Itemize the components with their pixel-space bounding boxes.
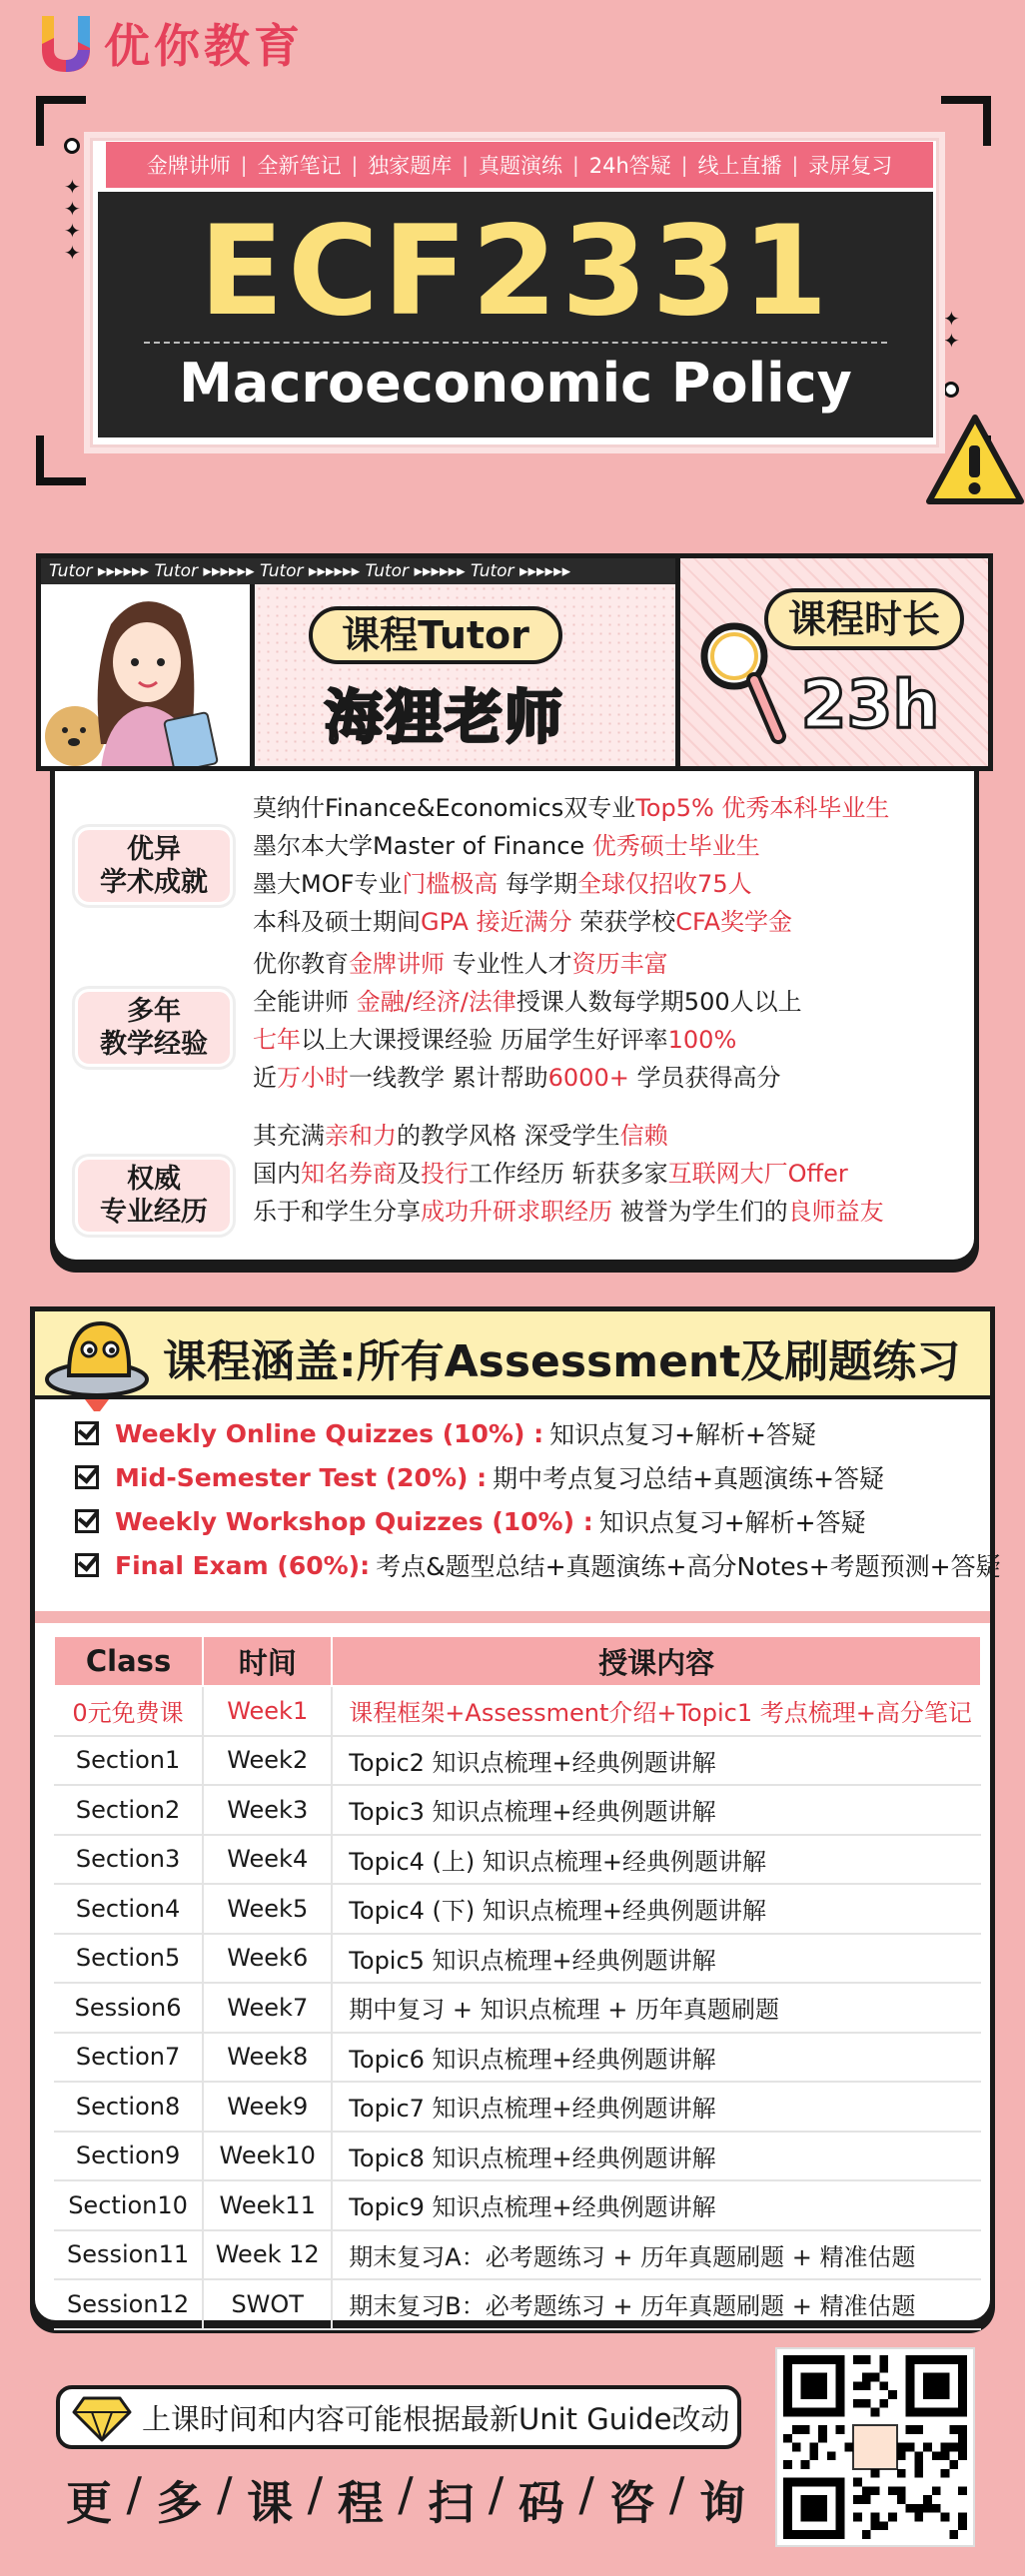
class-cell: Section5 (54, 1934, 203, 1984)
class-cell: Session6 (54, 1983, 203, 2033)
assessment-name: Weekly Online Quizzes (10%) : (115, 1418, 544, 1448)
slash-separator: / (488, 2467, 505, 2521)
highlight-text: 知名券商 (301, 1160, 397, 1188)
assessment-item (55, 1543, 1001, 1587)
credential-text: 的教学风格 深受学生 (397, 1122, 620, 1150)
sparkle-icon: ✦ ✦ ✦ ✦ (64, 175, 81, 265)
course-code: ECF2331 (199, 200, 832, 344)
credential-line (253, 1117, 964, 1155)
highlight-text: 100% (667, 1026, 737, 1054)
assessment-item (55, 1499, 970, 1543)
class-cell: Section2 (54, 1785, 203, 1835)
diamond-icon (72, 2392, 132, 2442)
class-cell: Section10 (54, 2180, 203, 2230)
content-cell: 课程框架+Assessment介绍+Topic1 考点梳理+高分笔记 (332, 1686, 981, 1736)
course-coverage (30, 1306, 1001, 2325)
assessment-description: 知识点复习+解析+答疑 (549, 1420, 816, 1449)
tutor-ticker: Tutor ▸▸▸▸▸▸ Tutor ▸▸▸▸▸▸ Tutor ▸▸▸▸▸▸ Tutor ▸▸▸▸▸▸ Tutor ▸▸▸▸▸▸ (41, 558, 682, 584)
assessment-name: Weekly Workshop Quizzes (10%) : (115, 1506, 593, 1536)
credential-text: 学员获得高分 (628, 1064, 781, 1092)
content-cell: Topic6 知识点梳理+经典例题讲解 (332, 2033, 981, 2083)
feature-tag: 录屏复习 (808, 154, 893, 178)
tag-separator: | (791, 153, 799, 177)
checkbox-checked-icon (75, 1465, 99, 1489)
credential-text: 一线教学 累计帮助 (349, 1064, 548, 1092)
table-row (54, 2180, 981, 2230)
highlight-text: 万小时 (277, 1064, 349, 1092)
feature-tag: 独家题库 (368, 154, 453, 178)
highlight-text: 优秀硕士毕业生 (591, 832, 760, 860)
highlight-text: 良师益友 (787, 1198, 884, 1226)
credential-badge-text: 学术成就 (100, 867, 208, 898)
class-cell: Section1 (54, 1736, 203, 1786)
credential-badge-text: 多年 (127, 996, 181, 1027)
credential-text: 墨大MOF专业 (253, 870, 403, 898)
content-cell: Topic8 知识点梳理+经典例题讲解 (332, 2132, 981, 2181)
blackboard (98, 192, 933, 437)
content-cell: Topic3 知识点梳理+经典例题讲解 (332, 1785, 981, 1835)
feature-tag-bar (106, 142, 933, 188)
tag-separator: | (571, 153, 579, 177)
credential-badge-text: 教学经验 (100, 1029, 208, 1060)
class-cell: 0元免费课 (54, 1686, 203, 1736)
tag-separator: | (240, 153, 248, 177)
credential-badge (75, 989, 233, 1067)
week-cell: Week5 (203, 1884, 332, 1934)
consult-char: 更 (66, 2476, 112, 2530)
week-cell: Week6 (203, 1934, 332, 1984)
tutor-card (36, 553, 687, 771)
highlight-text: 6000+ (547, 1064, 629, 1092)
credential-text: 专业性人才 (445, 950, 572, 978)
credential-text: 以上大课授课经验 历届学生好评率 (301, 1026, 668, 1054)
credential-text: 国内 (253, 1160, 301, 1188)
table-row (54, 2033, 981, 2083)
class-cell: Section7 (54, 2033, 203, 2083)
ring-icon (64, 138, 80, 154)
consult-char: 扫 (428, 2476, 475, 2530)
highlight-text: Top5% 优秀本科毕业生 (635, 794, 890, 822)
credential-text: 荣获学校 (571, 908, 676, 936)
table-row (54, 2279, 981, 2329)
class-cell: Section4 (54, 1884, 203, 1934)
table-row (54, 2230, 981, 2280)
class-cell: Section3 (54, 1835, 203, 1885)
credential-line (253, 865, 964, 903)
checkbox-checked-icon (75, 1509, 99, 1533)
highlight-text: 资历丰富 (571, 950, 668, 978)
table-row (54, 1934, 981, 1984)
credential-line (253, 1193, 964, 1231)
tutor-name: 海狸老师 (324, 683, 564, 751)
tutor-info-panel (255, 584, 682, 766)
warning-icon (925, 410, 1025, 513)
credential-badge (75, 1157, 233, 1235)
coverage-header (35, 1311, 990, 1399)
slash-separator: / (217, 2467, 233, 2521)
week-cell: SWOT (203, 2279, 332, 2329)
credential-lines (253, 945, 964, 1097)
slash-separator: / (398, 2467, 414, 2521)
tag-separator: | (462, 153, 469, 177)
tutor-portrait (41, 584, 255, 770)
content-cell: Topic2 知识点梳理+经典例题讲解 (332, 1736, 981, 1786)
credential-line (253, 945, 964, 983)
coverage-title: 课程涵盖:所有Assessment及刷题练习 (163, 1336, 961, 1387)
table-row (54, 2132, 981, 2181)
content-cell: Topic7 知识点梳理+经典例题讲解 (332, 2082, 981, 2132)
tag-separator: | (351, 153, 359, 177)
consult-char: 询 (698, 2476, 745, 2530)
consult-char: 程 (337, 2476, 384, 2530)
week-cell: Week10 (203, 2132, 332, 2181)
credential-text: 及 (397, 1160, 421, 1188)
tutor-credentials (50, 771, 979, 1265)
credential-text: 墨尔本大学Master of Finance (253, 832, 592, 860)
ufo-mascot-icon (45, 1303, 155, 1415)
credential-line (253, 1059, 964, 1097)
credential-lines (253, 789, 964, 941)
highlight-text: 金融/经济/法律 (356, 988, 516, 1016)
credential-badge-text: 专业经历 (100, 1197, 208, 1228)
highlight-text: 互联网大厂Offer (667, 1160, 848, 1188)
week-cell: Week9 (203, 2082, 332, 2132)
assessment-description: 期中考点复习总结+真题演练+答疑 (493, 1464, 885, 1493)
highlight-text: GPA 接近满分 (421, 908, 572, 936)
checkbox-checked-icon (75, 1421, 99, 1445)
schedule-table (53, 1635, 982, 2330)
highlight-text: 七年 (253, 1026, 301, 1054)
assessment-description: 知识点复习+解析+答疑 (598, 1508, 866, 1537)
table-header: 授课内容 (332, 1636, 981, 1686)
credential-text: 被誉为学生们的 (612, 1198, 788, 1226)
slash-separator: / (307, 2467, 324, 2521)
table-row (54, 1983, 981, 2033)
brand-name: 优你教育 (104, 19, 304, 73)
week-cell: Week11 (203, 2180, 332, 2230)
table-row (54, 2082, 981, 2132)
content-cell: Topic5 知识点梳理+经典例题讲解 (332, 1934, 981, 1984)
credential-line (253, 827, 964, 865)
consult-char: 码 (517, 2476, 564, 2530)
highlight-text: 亲和力 (325, 1122, 397, 1150)
credential-text: 授课人数每学期500人以上 (515, 988, 802, 1016)
credential-line (253, 789, 964, 827)
feature-tag: 金牌讲师 (146, 154, 231, 178)
week-cell: Week 12 (203, 2230, 332, 2280)
content-cell: Topic9 知识点梳理+经典例题讲解 (332, 2180, 981, 2230)
credential-line (253, 1155, 964, 1193)
assessment-item (55, 1411, 970, 1455)
credential-text: 本科及硕士期间 (253, 908, 421, 936)
slash-separator: / (126, 2467, 143, 2521)
consult-char: 咨 (608, 2476, 655, 2530)
week-cell: Week4 (203, 1835, 332, 1885)
highlight-text: 金牌讲师 (349, 950, 445, 978)
slash-separator: / (668, 2467, 685, 2521)
credential-line (253, 1021, 964, 1059)
week-cell: Week2 (203, 1736, 332, 1786)
brand-logo (36, 8, 304, 78)
credential-badge (75, 827, 233, 905)
consult-char: 多 (156, 2476, 203, 2530)
table-row (54, 1736, 981, 1786)
sparkle-icon: ✦ ✦ (943, 307, 960, 353)
credential-text: 全能讲师 (253, 988, 357, 1016)
table-row (54, 1686, 981, 1736)
brand-u-icon (36, 8, 98, 78)
content-cell: Topic4 (下) 知识点梳理+经典例题讲解 (332, 1884, 981, 1934)
course-name: Macroeconomic Policy (179, 352, 852, 415)
credential-text: 每学期 (498, 870, 578, 898)
schedule-note-text: 上课时间和内容可能根据最新Unit Guide改动 (142, 2401, 730, 2436)
credential-line (253, 903, 964, 941)
credential-text: 其充满 (253, 1122, 325, 1150)
table-row (54, 1884, 981, 1934)
ring-icon (943, 382, 959, 398)
table-header: Class (54, 1636, 203, 1686)
tag-separator: | (680, 153, 688, 177)
assessment-item (55, 1455, 970, 1499)
tutor-section (36, 553, 993, 771)
class-cell: Section8 (54, 2082, 203, 2132)
duration-value: 23h (800, 666, 940, 743)
feature-tag: 真题演练 (478, 154, 562, 178)
assessment-name: Final Exam (60%): (115, 1550, 371, 1580)
credential-text: 乐于和学生分享 (253, 1198, 421, 1226)
checkbox-checked-icon (75, 1553, 99, 1577)
credential-text: 近 (253, 1064, 277, 1092)
content-cell: 期中复习 + 知识点梳理 + 历年真题刷题 (332, 1983, 981, 2033)
hero-banner (36, 96, 991, 485)
highlight-text: 全球仅招收75人 (577, 870, 752, 898)
feature-tag: 全新笔记 (257, 154, 342, 178)
assessment-list (55, 1411, 1001, 1601)
class-cell: Session11 (54, 2230, 203, 2280)
highlight-text: 信赖 (619, 1122, 668, 1150)
feature-tag: 24h答疑 (588, 154, 671, 178)
qr-code[interactable] (777, 2349, 973, 2545)
assessment-description: 考点&题型总结+真题演练+高分Notes+考题预测+答疑 (376, 1552, 1001, 1581)
table-row (54, 1835, 981, 1885)
content-cell: 期末复习B：必考题练习 + 历年真题刷题 + 精准估题 (332, 2279, 981, 2329)
highlight-text: 门槛极高 (402, 870, 499, 898)
highlight-text: 成功升研求职经历 (421, 1198, 612, 1226)
credential-text: 莫纳什Finance&Economics双专业 (253, 794, 636, 822)
credential-lines (253, 1117, 964, 1231)
duration-label-pill: 课程时长 (764, 588, 964, 650)
content-cell: Topic4 (上) 知识点梳理+经典例题讲解 (332, 1835, 981, 1885)
week-cell: Week1 (203, 1686, 332, 1736)
scan-to-consult-text (66, 2467, 745, 2533)
week-cell: Week8 (203, 2033, 332, 2083)
highlight-text: 投行 (421, 1160, 469, 1188)
week-cell: Week7 (203, 1983, 332, 2033)
assessment-name: Mid-Semester Test (20%) : (115, 1462, 488, 1492)
duration-card (675, 553, 993, 771)
highlight-text: CFA奖学金 (675, 908, 793, 936)
credential-text: 工作经历 斩获多家 (469, 1160, 668, 1188)
schedule-note (56, 2385, 741, 2449)
week-cell: Week3 (203, 1785, 332, 1835)
feature-tag: 线上直播 (697, 154, 782, 178)
class-cell: Section9 (54, 2132, 203, 2181)
credential-line (253, 983, 964, 1021)
credential-badge-text: 优异 (127, 834, 181, 865)
tutor-avatar-illustration (41, 584, 250, 770)
consult-char: 课 (247, 2476, 294, 2530)
tutor-label-pill: 课程Tutor (309, 606, 562, 664)
table-header: 时间 (203, 1636, 332, 1686)
table-row (54, 1785, 981, 1835)
credential-badge-text: 权威 (127, 1164, 181, 1195)
content-cell: 期末复习A：必考题练习 + 历年真题刷题 + 精准估题 (332, 2230, 981, 2280)
slash-separator: / (578, 2467, 594, 2521)
credential-text: 优你教育 (253, 950, 349, 978)
class-cell: Session12 (54, 2279, 203, 2329)
